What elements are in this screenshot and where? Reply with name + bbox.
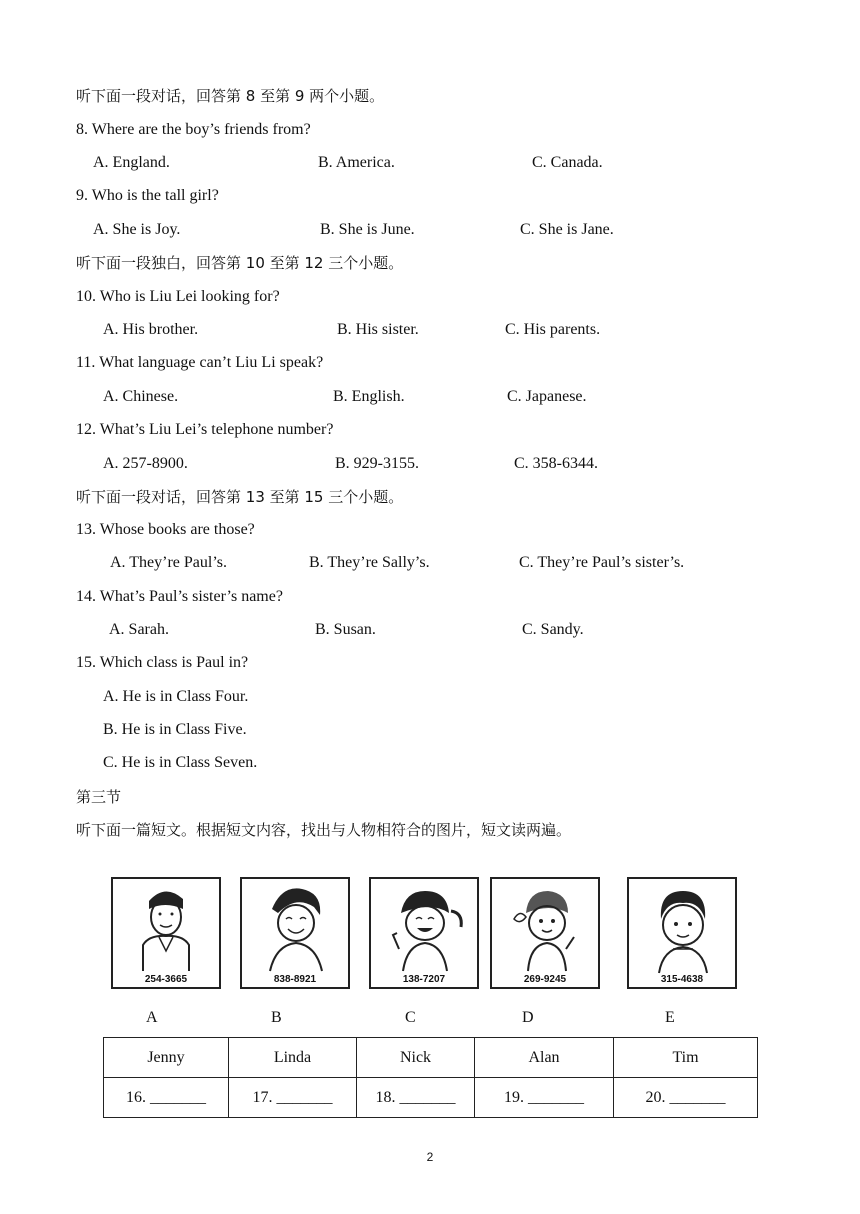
answer-blank[interactable]: 16. _______ <box>104 1078 229 1118</box>
name-cell: Tim <box>614 1038 758 1078</box>
answers-row <box>104 1078 758 1118</box>
picture-b <box>240 877 350 989</box>
instruction-q10-12: 听下面一段独白，回答第 10 至第 12 三个小题。 <box>76 254 404 272</box>
picture-letter-d: D <box>522 1009 534 1026</box>
answer-blank[interactable]: 20. _______ <box>614 1078 758 1118</box>
question-10: 10. Who is Liu Lei looking for? <box>76 288 280 305</box>
q11-option-c: C. Japanese. <box>507 388 587 405</box>
picture-letter-c: C <box>405 1009 416 1026</box>
name-cell: Jenny <box>104 1038 229 1078</box>
picture-a-phone: 254-3665 <box>144 974 188 985</box>
q12-option-b: B. 929-3155. <box>335 455 419 472</box>
picture-e <box>627 877 737 989</box>
name-cell: Nick <box>357 1038 475 1078</box>
q14-option-b: B. Susan. <box>315 621 376 638</box>
instruction-q8-9: 听下面一段对话，回答第 8 至第 9 两个小题。 <box>76 87 385 105</box>
question-14: 14. What’s Paul’s sister’s name? <box>76 588 283 605</box>
q9-option-b: B. She is June. <box>320 221 415 238</box>
q8-option-b: B. America. <box>318 154 395 171</box>
question-11: 11. What language can’t Liu Li speak? <box>76 354 324 371</box>
picture-letter-a: A <box>146 1009 158 1026</box>
girl-laughing-illustration-icon <box>242 879 348 987</box>
q13-option-c: C. They’re Paul’s sister’s. <box>519 554 685 571</box>
man-illustration-icon <box>113 879 219 987</box>
picture-c-phone: 138-7207 <box>402 974 446 985</box>
question-9: 9. Who is the tall girl? <box>76 187 219 204</box>
picture-letter-b: B <box>271 1009 282 1026</box>
q9-option-a: A. She is Joy. <box>93 221 181 238</box>
q13-option-b: B. They’re Sally’s. <box>309 554 430 571</box>
picture-b-phone: 838-8921 <box>273 974 317 985</box>
q12-option-c: C. 358-6344. <box>514 455 598 472</box>
girl-with-bow-illustration-icon <box>492 879 598 987</box>
names-matching-table <box>103 1037 758 1118</box>
q8-option-a: A. England. <box>93 154 170 171</box>
q8-option-c: C. Canada. <box>532 154 603 171</box>
q11-option-b: B. English. <box>333 388 405 405</box>
q11-option-a: A. Chinese. <box>103 388 179 405</box>
names-row <box>104 1038 758 1078</box>
picture-e-phone: 315-4638 <box>660 974 704 985</box>
q15-option-a: A. He is in Class Four. <box>103 688 249 705</box>
name-cell: Linda <box>229 1038 357 1078</box>
name-cell: Alan <box>475 1038 614 1078</box>
q12-option-a: A. 257-8900. <box>103 455 188 472</box>
picture-c <box>369 877 479 989</box>
picture-d-phone: 269-9245 <box>523 974 567 985</box>
instruction-q13-15: 听下面一段对话，回答第 13 至第 15 三个小题。 <box>76 488 404 506</box>
question-12: 12. What’s Liu Lei’s telephone number? <box>76 421 334 438</box>
section-three-instruction: 听下面一篇短文。根据短文内容，找出与人物相符合的图片，短文读两遍。 <box>76 821 572 839</box>
boy-illustration-icon <box>629 879 735 987</box>
girl-pointing-illustration-icon <box>371 879 477 987</box>
question-15: 15. Which class is Paul in? <box>76 654 249 671</box>
q13-option-a: A. They’re Paul’s. <box>110 554 228 571</box>
q14-option-c: C. Sandy. <box>522 621 584 638</box>
q9-option-c: C. She is Jane. <box>520 221 614 238</box>
answer-blank[interactable]: 19. _______ <box>475 1078 614 1118</box>
q14-option-a: A. Sarah. <box>109 621 169 638</box>
page-number: 2 <box>426 1150 434 1164</box>
question-13: 13. Whose books are those? <box>76 521 255 538</box>
section-three-heading: 第三节 <box>76 788 122 806</box>
question-8: 8. Where are the boy’s friends from? <box>76 121 311 138</box>
q10-option-c: C. His parents. <box>505 321 601 338</box>
answer-blank[interactable]: 18. _______ <box>357 1078 475 1118</box>
picture-d <box>490 877 600 989</box>
q10-option-b: B. His sister. <box>337 321 419 338</box>
q10-option-a: A. His brother. <box>103 321 199 338</box>
picture-letter-e: E <box>665 1009 675 1026</box>
q15-option-b: B. He is in Class Five. <box>103 721 247 738</box>
answer-blank[interactable]: 17. _______ <box>229 1078 357 1118</box>
q15-option-c: C. He is in Class Seven. <box>103 754 258 771</box>
picture-a <box>111 877 221 989</box>
